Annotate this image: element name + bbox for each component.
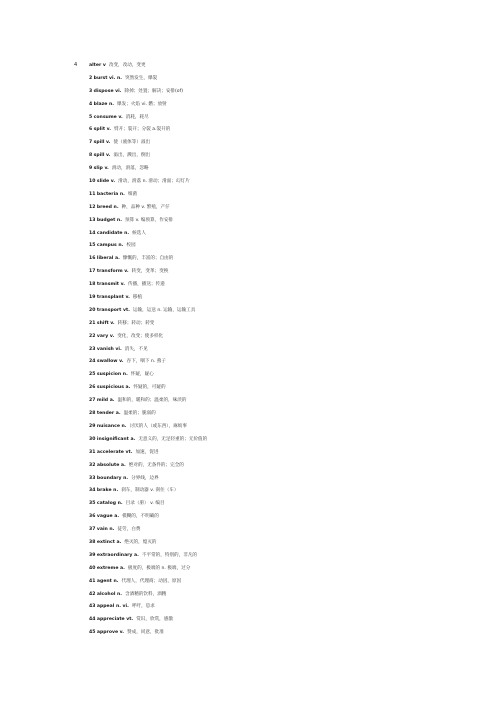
list-item xyxy=(89,75,207,88)
entry-headword: breed n. xyxy=(96,204,119,210)
list-item xyxy=(89,255,207,268)
list-item xyxy=(89,230,207,243)
entry-headword: split v. xyxy=(93,127,112,133)
entry-definition: 爆发；火焰 vi. 燃；放射 xyxy=(117,101,167,107)
entry-definition: 变化，改变；使多样化 xyxy=(117,333,164,339)
entry-headword: extreme a. xyxy=(96,565,125,571)
entry-headword: appeal n. vi. xyxy=(96,604,129,610)
entry-definition: 绝对的，无条件的；完全的 xyxy=(128,462,184,468)
list-item xyxy=(89,591,207,604)
entry-definition: 移植 xyxy=(132,295,143,301)
entry-headword: boundary n. xyxy=(96,475,129,481)
entry-number: 36 xyxy=(89,514,96,520)
entry-definition: 传播，播送；传递 xyxy=(127,282,165,288)
entry-number: 28 xyxy=(89,411,96,417)
entry-number: 42 xyxy=(89,591,96,597)
entry-headword: vague a. xyxy=(96,514,120,520)
list-item xyxy=(89,114,207,127)
entry-definition: 吞下，咽下 n. 燕子 xyxy=(126,359,166,365)
entry-number: 7 xyxy=(89,140,93,146)
entry-definition: 怀疑的，可疑的 xyxy=(133,385,166,391)
entry-headword: campus n. xyxy=(96,243,124,249)
entry-definition: 赏识，欣赏，感激 xyxy=(136,617,173,623)
entry-number: 30 xyxy=(89,436,96,442)
entry-definition: 候选人 xyxy=(132,230,146,236)
list-item xyxy=(89,578,207,591)
entry-number: 11 xyxy=(89,191,96,197)
list-item xyxy=(89,449,207,462)
entry-definition: 滑动，滑落，忽略 xyxy=(111,166,149,172)
entry-headword: nuisance n. xyxy=(96,423,127,429)
entry-definition: 转移；转动；转变 xyxy=(117,320,155,326)
list-item xyxy=(89,139,207,152)
entry-number: 2 xyxy=(89,75,93,81)
entry-headword: blaze n. xyxy=(93,101,115,107)
entry-headword: vary v. xyxy=(96,333,115,339)
entry-definition: 校园 xyxy=(126,243,136,249)
entry-number: 20 xyxy=(89,307,96,313)
entry-definition: 模糊的，不明确的 xyxy=(122,514,159,520)
list-item xyxy=(89,358,207,371)
entry-number: 3 xyxy=(89,88,93,94)
entry-definition: 怀疑，疑心 xyxy=(130,372,154,378)
entry-definition: 使（液体等）溢出 xyxy=(113,140,151,146)
entry-definition: 赞成，同意，批准 xyxy=(127,630,164,636)
list-item xyxy=(89,217,207,230)
entry-number: 32 xyxy=(89,462,96,468)
entry-headword: alter v xyxy=(89,63,106,68)
list-item xyxy=(89,487,207,500)
list-item xyxy=(89,371,207,384)
entry-headword: vain n. xyxy=(96,527,115,533)
entry-headword: budget n. xyxy=(96,217,122,223)
entry-number: 13 xyxy=(89,217,96,223)
list-item xyxy=(89,436,207,449)
list-item xyxy=(89,307,207,320)
entry-number: 43 xyxy=(89,604,96,610)
entry-headword: slip v. xyxy=(93,166,109,172)
list-item xyxy=(89,320,207,333)
entry-number: 15 xyxy=(89,243,96,249)
entry-definition: 讨厌的人（或东西），麻烦事 xyxy=(129,423,187,429)
entry-headword: suspicion n. xyxy=(96,372,128,378)
list-item xyxy=(89,462,207,475)
entry-number: 31 xyxy=(89,449,96,455)
entry-headword: alcohol n. xyxy=(96,591,123,597)
entry-number: 27 xyxy=(89,398,96,404)
entry-definition: 温和的，暖和的；温柔的，味淡的 xyxy=(117,398,187,404)
entry-definition: 呼吁，恳求 xyxy=(131,604,155,610)
entry-number: 35 xyxy=(89,501,96,507)
entry-definition: 预算 v. 编预算，作安排 xyxy=(124,217,174,223)
entry-headword: spill v. xyxy=(93,140,111,146)
entry-headword: vanish vi. xyxy=(96,346,122,352)
entry-definition: 种，品种 v. 繁殖，产仔 xyxy=(121,204,170,210)
entry-definition: 除掉；处置；解决；安排(of) xyxy=(124,88,184,94)
list-item xyxy=(89,152,207,165)
entry-number: 4 xyxy=(89,101,93,107)
list-item xyxy=(89,384,207,397)
entry-definition: 徒劳，白费 xyxy=(117,527,141,533)
entry-definition: 细菌 xyxy=(127,191,138,197)
entry-headword: approve v. xyxy=(96,630,125,636)
entry-headword: extinct a. xyxy=(96,539,122,545)
list-item xyxy=(89,294,207,307)
entry-definition: 滑动，滑落 n. 滑动；滑面；幻灯片 xyxy=(118,179,190,185)
entry-definition: 溢出，溅出，倒出 xyxy=(113,153,151,159)
entry-headword: transport vt. xyxy=(96,307,130,313)
entry-headword: brake n. xyxy=(96,488,119,494)
entry-number: 40 xyxy=(89,565,96,571)
list-item xyxy=(89,88,207,101)
vocabulary-list xyxy=(89,62,207,642)
list-item xyxy=(89,397,207,410)
entry-headword: slide v. xyxy=(96,179,116,185)
entry-headword: agent n. xyxy=(96,578,119,584)
entry-number: 44 xyxy=(89,617,96,623)
entry-headword: extraordinary a. xyxy=(96,552,139,558)
entry-number: 14 xyxy=(89,230,96,236)
list-item xyxy=(89,513,207,526)
entry-number: 8 xyxy=(89,153,93,159)
entry-definition: 极度的，极端的 n. 极端，过分 xyxy=(127,565,191,571)
list-item xyxy=(89,552,207,565)
entry-number: 10 xyxy=(89,179,96,185)
entry-headword: transplant v. xyxy=(96,295,130,301)
entry-headword: appreciate vt. xyxy=(96,617,134,623)
entry-headword: swallow v. xyxy=(96,359,124,365)
list-item xyxy=(89,165,207,178)
entry-definition: 含酒精的饮料，酒精 xyxy=(125,591,167,597)
list-item xyxy=(89,281,207,294)
list-item xyxy=(89,423,207,436)
entry-headword: transform v. xyxy=(96,269,129,275)
entry-number: 37 xyxy=(89,527,96,533)
entry-definition: 目录（册） v. 编目 xyxy=(125,501,165,507)
entry-definition: 刹车，制动器 v. 刹住（车） xyxy=(121,488,179,494)
list-item xyxy=(89,500,207,513)
list-item xyxy=(89,526,207,539)
entry-definition: 运输，运送 n. 运输，运输工具 xyxy=(132,307,196,313)
entry-definition: 不平常的，特别的，非凡的 xyxy=(141,552,198,558)
entry-definition: 分界线，边界 xyxy=(131,475,159,481)
entry-definition: 消失，不见 xyxy=(124,346,148,352)
entry-definition: 消耗，耗尽 xyxy=(125,114,149,120)
entry-headword: dispose vi. xyxy=(93,88,122,94)
list-item xyxy=(89,178,207,191)
entry-number: 39 xyxy=(89,552,96,558)
entry-definition: 慷慨的，丰富的；自由的 xyxy=(122,256,174,262)
list-item xyxy=(89,629,207,642)
list-item xyxy=(89,565,207,578)
list-marker: 4 xyxy=(74,62,78,68)
entry-definition: 劈开；裂开；分裂 a.裂开的 xyxy=(114,127,171,133)
list-item xyxy=(89,101,207,114)
list-item xyxy=(89,616,207,629)
list-item xyxy=(89,268,207,281)
list-item xyxy=(89,539,207,552)
list-item xyxy=(89,191,207,204)
list-item xyxy=(89,410,207,423)
entry-number: 29 xyxy=(89,423,96,429)
entry-headword: spill v. xyxy=(93,153,111,159)
entry-number: 22 xyxy=(89,333,96,339)
entry-number: 41 xyxy=(89,578,96,584)
entry-headword: mild a. xyxy=(96,398,115,404)
entry-number: 45 xyxy=(89,630,96,636)
list-item xyxy=(89,603,207,616)
entry-number: 25 xyxy=(89,372,96,378)
entry-number: 12 xyxy=(89,204,96,210)
entry-headword: consume v. xyxy=(93,114,123,120)
entry-number: 34 xyxy=(89,488,96,494)
entry-number: 38 xyxy=(89,539,96,545)
entry-definition: 代理人，代理商；动因，原因 xyxy=(121,578,182,584)
list-item xyxy=(89,126,207,139)
list-item xyxy=(89,346,207,359)
list-item xyxy=(89,333,207,346)
entry-number: 18 xyxy=(89,282,96,288)
entry-definition: 突然发生，爆裂 xyxy=(124,75,158,81)
entry-number: 9 xyxy=(89,166,93,172)
entry-headword: absolute a. xyxy=(96,462,126,468)
list-item xyxy=(89,62,207,75)
entry-headword: suspicious a. xyxy=(96,385,131,391)
entry-definition: 转变，变革；变换 xyxy=(131,269,169,275)
entry-headword: tender a. xyxy=(96,411,121,417)
entry-number: 26 xyxy=(89,385,96,391)
entry-number: 5 xyxy=(89,114,93,120)
entry-headword: bacteria n. xyxy=(96,191,125,197)
entry-definition: 无意义的，无足轻重的；无价值的 xyxy=(138,436,208,442)
entry-headword: transmit v. xyxy=(96,282,125,288)
entry-number: 19 xyxy=(89,295,96,301)
entry-headword: shift v. xyxy=(96,320,115,326)
entry-number: 33 xyxy=(89,475,96,481)
entry-headword: catalog n. xyxy=(96,501,123,507)
entry-headword: accelerate vt. xyxy=(96,449,133,455)
entry-definition: 改变，改动，变更 xyxy=(108,63,146,68)
entry-headword: burst vi. n. xyxy=(93,75,122,81)
entry-number: 16 xyxy=(89,256,96,262)
entry-definition: 加速，促进 xyxy=(135,449,159,455)
list-item xyxy=(89,242,207,255)
entry-number: 21 xyxy=(89,320,96,326)
entry-definition: 温柔的；脆弱的 xyxy=(123,411,156,417)
entry-number: 23 xyxy=(89,346,96,352)
entry-headword: liberal a. xyxy=(96,256,120,262)
list-item xyxy=(89,475,207,488)
entry-headword: candidate n. xyxy=(96,230,130,236)
entry-headword: insignificant a. xyxy=(96,436,136,442)
entry-number: 17 xyxy=(89,269,96,275)
entry-number: 24 xyxy=(89,359,96,365)
list-item xyxy=(89,204,207,217)
entry-number: 6 xyxy=(89,127,93,133)
entry-definition: 绝灭的，熄灭的 xyxy=(124,539,157,545)
